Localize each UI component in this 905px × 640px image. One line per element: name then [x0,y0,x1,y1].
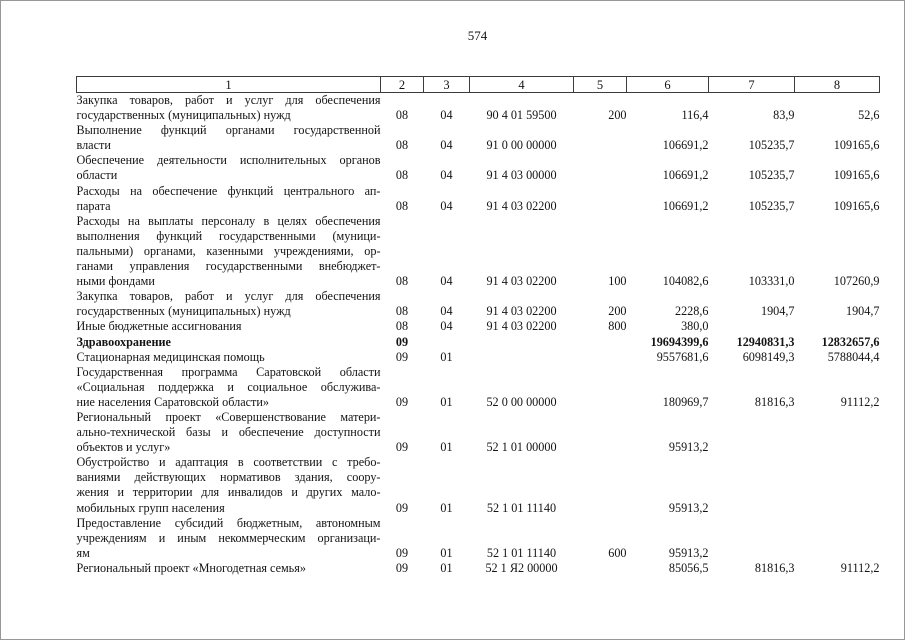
cell-col-8 [795,410,880,455]
row-label-line: ваниями действующих нормативов здания, соору- [76,470,381,485]
cell-col-8: 107260,9 [833,274,880,289]
cell-col-5: 200 [608,304,627,319]
cell-col-7: 1904,7 [760,304,795,319]
header-col-5: 5 [574,77,627,93]
cell-col-7: 12940831,3 [736,334,795,349]
table-row [77,561,880,576]
cell-col-7: 83,9 [773,108,795,123]
table-row [77,123,880,153]
cell-col-8: 52,6 [858,108,880,123]
table-row [77,319,880,334]
cell-col-5: 800 [608,319,627,334]
table-row [77,93,880,124]
cell-col-6: 95913,2 [668,545,709,560]
cell-col-4: 90 4 01 59500 [486,108,557,123]
table-row [77,516,880,561]
row-label-line: Региональный проект «Многодетная семья» [76,560,306,575]
cell-col-3: 01 [440,440,453,455]
table-row [77,153,880,183]
cell-col-6: 380,0 [681,319,709,334]
cell-col-5: 100 [608,274,627,289]
cell-col-8: 1904,7 [845,304,880,319]
row-label-line: мобильных групп населения [76,500,225,515]
cell-col-6: 106691,2 [662,138,709,153]
cell-col-4: 91 4 03 00000 [486,168,557,183]
table-row [77,365,880,410]
table-row [77,455,880,515]
row-label-line: Обустройство и адаптация в соответствии с требо- [76,455,381,470]
row-label-line: жения и территории для инвалидов и других мало- [76,485,381,500]
cell-col-2: 09 [395,394,409,409]
row-label [77,319,381,334]
table-row [77,410,880,455]
cell-col-7: 105235,7 [748,198,795,213]
cell-col-8 [795,455,880,515]
table-row [77,350,880,365]
header-col-6: 6 [627,77,709,93]
cell-col-5: 200 [608,108,627,123]
cell-col-3 [424,335,470,350]
cell-col-5 [574,365,627,410]
cell-col-8: 91112,2 [840,394,880,409]
cell-col-6: 19694399,6 [650,334,709,349]
row-label-line: государственных (муниципальных) нужд [76,108,291,123]
row-label-line: власти [76,138,111,153]
cell-col-6: 95913,2 [668,440,709,455]
cell-col-2: 09 [395,334,409,349]
header-col-1: 1 [77,77,381,93]
cell-col-2: 08 [395,198,409,213]
cell-col-4: 52 1 01 00000 [486,440,557,455]
cell-col-2: 08 [395,138,409,153]
cell-col-2: 08 [395,168,409,183]
cell-col-4 [470,350,574,365]
row-label-line: Иные бюджетные ассигнования [76,319,242,334]
header-col-3: 3 [424,77,470,93]
page-number: 574 [467,28,488,43]
budget-table [76,76,880,576]
cell-col-6: 180969,7 [662,394,709,409]
table-row [77,335,880,350]
cell-col-5 [574,153,627,183]
row-label-line: ными фондами [76,274,155,289]
cell-col-8 [795,319,880,334]
row-label-line: государственных (муниципальных) нужд [76,304,291,319]
cell-col-2: 09 [395,349,409,364]
cell-col-6: 85056,5 [668,560,709,575]
cell-col-5 [574,123,627,153]
cell-col-5 [574,455,627,515]
cell-col-3: 04 [440,168,453,183]
header-row [77,77,880,93]
row-label-line: Выполнение функций органами государственной [76,123,381,138]
cell-col-5 [574,184,627,214]
table-body [77,93,880,577]
row-label-line: парата [76,198,111,213]
cell-col-3: 04 [440,304,453,319]
cell-col-7: 81816,3 [754,560,795,575]
row-label [77,516,381,561]
row-label-line: ганами управления государственными внебюджет- [76,259,381,274]
row-label [77,214,381,289]
row-label [77,350,381,365]
table-row [77,214,880,289]
row-label [77,365,381,410]
row-label-line: объектов и услуг» [76,440,171,455]
row-label [77,184,381,214]
row-label-line: ям [76,545,90,560]
cell-col-3: 04 [440,198,453,213]
row-label-line: Предоставление субсидий бюджетным, автономным [76,515,381,530]
cell-col-4: 91 0 00 00000 [486,138,557,153]
row-label-line: Закупка товаров, работ и услуг для обеспечения [76,289,381,304]
row-label [77,410,381,455]
cell-col-5 [574,410,627,455]
row-label [77,455,381,515]
cell-col-7 [709,455,795,515]
cell-col-3: 04 [440,138,453,153]
cell-col-2: 09 [395,545,409,560]
cell-col-3: 04 [440,319,453,334]
table-row [77,184,880,214]
row-label-line: Региональный проект «Совершенствование матери- [76,409,381,424]
cell-col-3: 01 [440,560,453,575]
cell-col-3: 01 [440,394,453,409]
cell-col-2: 08 [395,319,409,334]
row-label-line: Здравоохранение [76,334,171,349]
cell-col-8: 91112,2 [840,560,880,575]
cell-col-7: 105235,7 [748,168,795,183]
cell-col-4: 91 4 03 02200 [486,198,557,213]
row-label-line: Расходы на обеспечение функций центрального ап- [76,183,381,198]
header-col-2: 2 [381,77,424,93]
row-label-line: выполнения функций государственными (муници- [76,228,381,243]
cell-col-5: 600 [608,545,627,560]
cell-col-3: 01 [440,349,453,364]
cell-col-2: 08 [395,274,409,289]
cell-col-3: 01 [440,500,453,515]
table-row [77,289,880,319]
row-label [77,335,381,350]
cell-col-4: 52 1 01 11140 [486,500,557,515]
cell-col-6: 106691,2 [662,168,709,183]
cell-col-4: 52 1 Я2 00000 [485,560,558,575]
cell-col-8: 12832657,6 [821,334,880,349]
row-label-line: Обеспечение деятельности исполнительных органов [76,153,381,168]
header-col-8: 8 [795,77,880,93]
row-label [77,153,381,183]
cell-col-4: 91 4 03 02200 [486,274,557,289]
cell-col-2: 09 [395,500,409,515]
cell-col-8: 109165,6 [833,138,880,153]
cell-col-8 [795,516,880,561]
cell-col-7 [709,516,795,561]
row-label-line: учреждениям и иным некоммерческим организаци- [76,530,381,545]
cell-col-6: 2228,6 [674,304,709,319]
cell-col-8: 5788044,4 [827,349,880,364]
cell-col-6: 106691,2 [662,198,709,213]
cell-col-4: 91 4 03 02200 [486,319,557,334]
row-label-line: ние населения Саратовской области» [76,394,269,409]
cell-col-7: 105235,7 [748,138,795,153]
row-label-line: области [76,168,118,183]
cell-col-5 [574,561,627,576]
row-label [77,289,381,319]
row-label-line: Государственная программа Саратовской области [76,364,381,379]
row-label-line: ально-технической базы и обеспечение доступности [76,425,381,440]
cell-col-7 [709,410,795,455]
cell-col-8: 109165,6 [833,168,880,183]
header-col-4: 4 [470,77,574,93]
cell-col-2: 09 [395,560,409,575]
table-header [77,77,880,93]
cell-col-4: 91 4 03 02200 [486,304,557,319]
cell-col-7: 81816,3 [754,394,795,409]
cell-col-3: 04 [440,274,453,289]
cell-col-5 [574,335,627,350]
cell-col-7 [709,319,795,334]
row-label-line: Стационарная медицинская помощь [76,349,265,364]
cell-col-6: 116,4 [681,108,709,123]
cell-col-2: 08 [395,108,409,123]
cell-col-8: 109165,6 [833,198,880,213]
cell-col-7: 103331,0 [748,274,795,289]
cell-col-4: 52 1 01 11140 [486,545,557,560]
cell-col-3: 01 [440,545,453,560]
row-label-line: «Социальная поддержка и социальное обслужива- [76,379,381,394]
row-label-line: Закупка товаров, работ и услуг для обеспечения [76,93,381,107]
cell-col-2: 08 [395,304,409,319]
row-label-line: Расходы на выплаты персоналу в целях обеспечения [76,213,381,228]
cell-col-4 [470,335,574,350]
cell-col-5 [574,350,627,365]
cell-col-6: 104082,6 [662,274,709,289]
cell-col-2: 09 [395,440,409,455]
row-label-line: пальными) органами, казенными учреждениями, ор- [76,243,381,258]
row-label [77,93,381,124]
cell-col-4: 52 0 00 00000 [486,394,557,409]
header-col-7: 7 [709,77,795,93]
row-label [77,123,381,153]
cell-col-3: 04 [440,108,453,123]
row-label [77,561,381,576]
cell-col-7: 6098149,3 [742,349,795,364]
cell-col-6: 95913,2 [668,500,709,515]
cell-col-6: 9557681,6 [656,349,709,364]
